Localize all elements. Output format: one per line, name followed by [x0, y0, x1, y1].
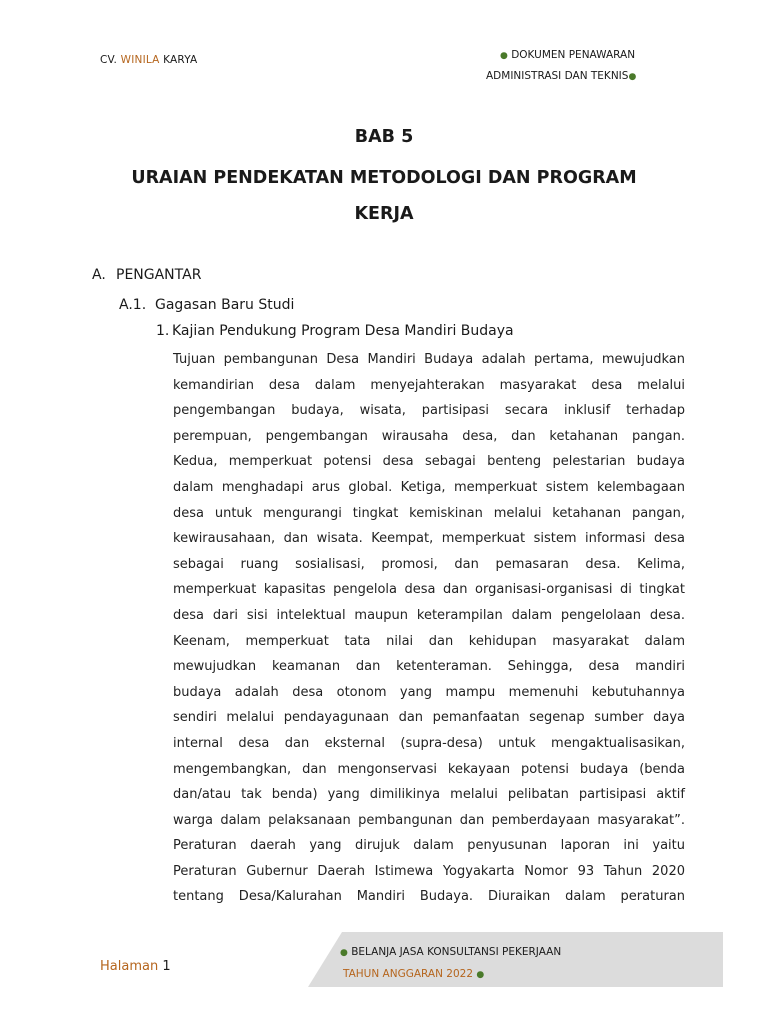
body-line: memperkuat kapasitas pengelola desa dan organisasi-organisasi di tingkat — [173, 582, 685, 598]
green-dot-icon: ● — [500, 51, 508, 61]
document-header — [486, 45, 636, 87]
company-prefix: CV. — [100, 54, 121, 66]
section-heading — [92, 267, 201, 283]
body-line: Keenam, memperkuat tata nilai dan kehidupan masyarakat dalam — [173, 633, 685, 649]
body-line: sebagai ruang sosialisasi, promosi, dan pemasaran desa. Kelima, — [173, 556, 685, 572]
body-line: sendiri melalui pendayagunaan dan pemanfaatan segenap sumber daya — [173, 710, 685, 726]
body-line: desa dari sisi intelektual maupun keterampilan dalam pengelolaan desa. — [173, 607, 685, 623]
body-line: Peraturan daerah yang dirujuk dalam penyusunan laporan ini yaitu — [173, 838, 685, 854]
subsection-title: Gagasan Baru Studi — [155, 297, 295, 313]
section-number: A. — [92, 267, 106, 283]
body-line: kewirausahaan, dan wisata. Keempat, memperkuat sistem informasi desa — [173, 531, 685, 547]
company-name — [100, 54, 197, 66]
body-line: dalam menghadapi arus global. Ketiga, memperkuat sistem kelembagaan — [173, 479, 685, 495]
footer-project-label: BELANJA JASA KONSULTANSI PEKERJAAN — [351, 946, 562, 958]
section-title: PENGANTAR — [116, 267, 202, 283]
green-dot-icon: ● — [340, 948, 348, 958]
item-title: Kajian Pendukung Program Desa Mandiri Budaya — [172, 323, 514, 339]
body-line: Kedua, memperkuat potensi desa sebagai benteng pelestarian budaya — [173, 454, 685, 470]
body-line: tentang Desa/Kalurahan Mandiri Budaya. Diuraikan dalam peraturan — [173, 889, 685, 905]
body-line: desa untuk mengurangi tingkat kemiskinan melalui ketahanan pangan, — [173, 505, 685, 521]
body-line: Tujuan pembangunan Desa Mandiri Budaya adalah pertama, mewujudkan — [173, 352, 685, 367]
company-accent: WINILA — [120, 54, 160, 66]
footer-year-label: TAHUN ANGGARAN 2022 — [343, 968, 474, 980]
company-suffix: KARYA — [159, 54, 198, 66]
doc-type-label: DOKUMEN PENAWARAN — [511, 49, 636, 61]
doc-header-line1 — [486, 45, 636, 66]
body-line: internal desa dan eksternal (supra-desa) untuk mengaktualisasikan, — [173, 735, 685, 751]
body-line: budaya adalah desa otonom yang mampu memenuhi kebutuhannya — [173, 684, 685, 700]
page-word: Halaman — [100, 959, 159, 974]
chapter-title-line1: URAIAN PENDEKATAN METODOLOGI DAN PROGRAM — [131, 168, 637, 188]
subsection-heading — [119, 297, 294, 313]
body-line: mewujudkan keamanan dan ketenteraman. Sehingga, desa mandiri — [173, 659, 685, 675]
body-line: kemandirian desa dalam menyejahterakan masyarakat desa melalui — [173, 377, 685, 393]
subsection-number: A.1. — [119, 297, 147, 313]
body-line: warga dalam pelaksanaan pembangunan dan pemberdayaan masyarakat”. — [173, 812, 685, 828]
page-number-value: 1 — [162, 959, 171, 974]
body-line: pengembangan budaya, wisata, partisipasi secara inklusif terhadap — [173, 403, 685, 419]
doc-header-line2 — [486, 66, 636, 87]
body-line: dan/atau tak benda) yang dimilikinya melalui pelibatan partisipasi aktif — [173, 787, 685, 803]
body-line: perempuan, pengembangan wirausaha desa, dan ketahanan pangan. — [173, 428, 685, 444]
footer-line2 — [340, 964, 561, 986]
footer-info — [340, 942, 561, 986]
footer-line1 — [340, 942, 561, 964]
doc-category-label: ADMINISTRASI DAN TEKNIS — [486, 70, 629, 82]
chapter-heading — [100, 123, 668, 232]
chapter-title-line2: KERJA — [354, 204, 414, 224]
body-line: mengembangkan, dan mengonservasi kekayaan potensi budaya (benda — [173, 761, 685, 777]
item-number: 1. — [156, 323, 170, 339]
body-paragraph — [173, 347, 685, 910]
green-dot-icon: ● — [628, 72, 637, 82]
numbered-heading — [156, 323, 514, 339]
body-line: Peraturan Gubernur Daerah Istimewa Yogyakarta Nomor 93 Tahun 2020 — [173, 863, 685, 879]
page-number — [100, 959, 171, 974]
green-dot-icon: ● — [476, 970, 485, 980]
chapter-number: BAB 5 — [354, 127, 414, 147]
